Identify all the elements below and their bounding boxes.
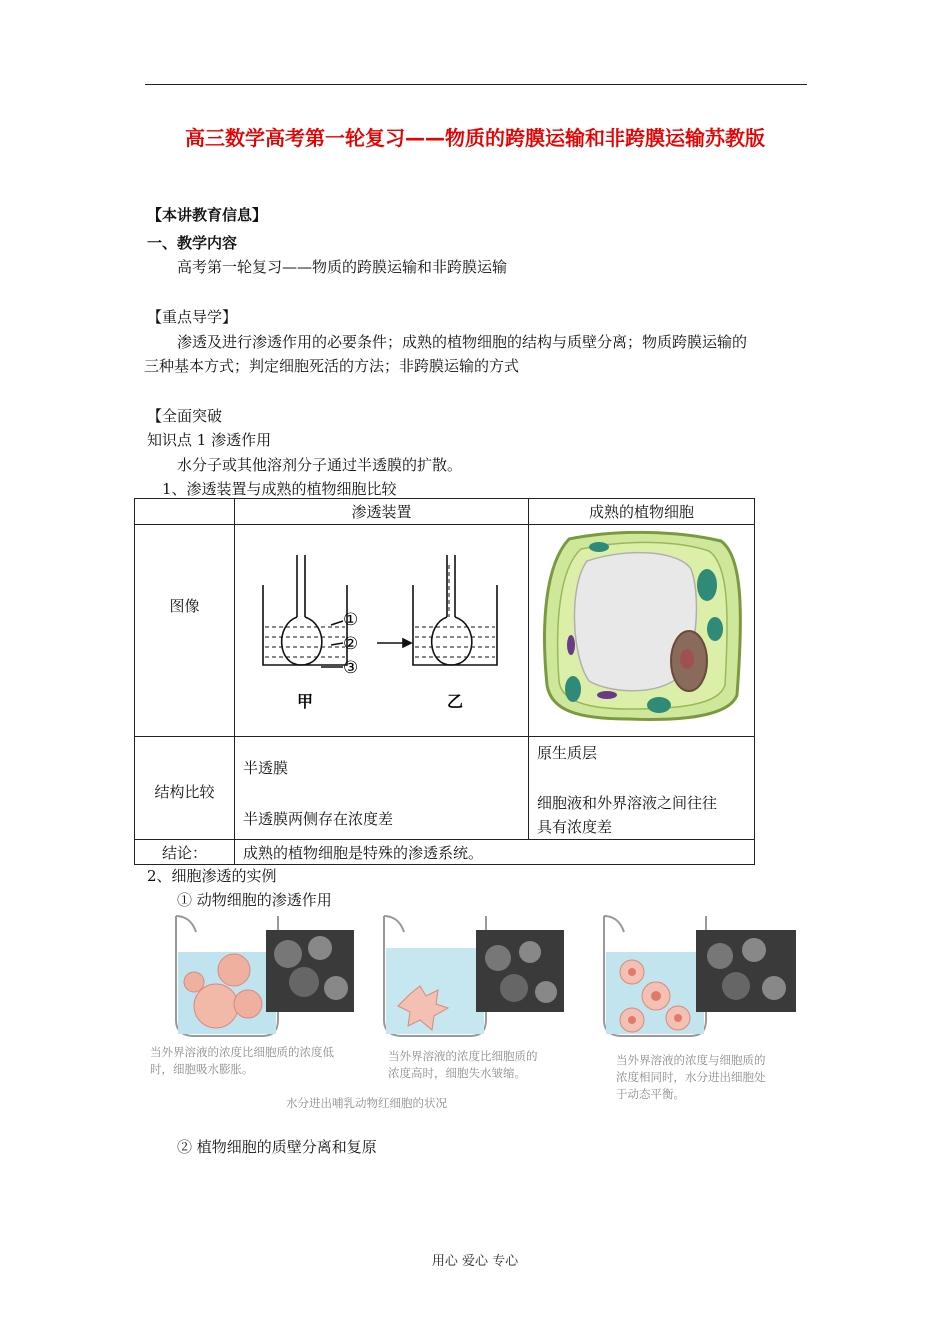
caption-2: 当外界溶液的浓度比细胞质的 浓度高时，细胞失水皱缩。 [388,1049,538,1080]
section1-heading: 一、教学内容 [147,234,238,252]
section1-body: 高考第一轮复习——物质的跨膜运输和非跨膜运输 [177,258,508,276]
beaker-hypotonic [176,916,278,1036]
label-jia: 甲 [297,692,314,711]
caption-3: 当外界溶液的浓度与细胞质的 浓度相同时，水分进出细胞处 于动态平衡。 [616,1053,766,1101]
sub2-heading: ② 植物细胞的质壁分离和复原 [177,1138,377,1156]
item2-heading: 2、细胞渗透的实例 [147,867,277,885]
page-title: 高三数学高考第一轮复习——物质的跨膜运输和非跨膜运输苏教版 [185,126,765,150]
header-cell: 成熟的植物细胞 [529,499,755,525]
row-conclusion-label: 结论： [135,840,235,865]
item1-heading: 1、渗透装置与成熟的植物细胞比较 [162,480,397,498]
row-image-label: 图像 [135,525,235,737]
cell-struct-2a: 细胞液和外界溶液之间往往 [537,794,718,812]
comparison-table [134,498,755,865]
conclusion-text: 成熟的植物细胞是特殊的渗透系统。 [235,840,755,865]
label-three: ③ [343,658,359,678]
page-footer: 用心 爱心 专心 [431,1254,519,1269]
beaker-isotonic [604,916,706,1036]
focus-heading: 【重点导学】 [147,308,238,326]
device-struct-2: 半透膜两侧存在浓度差 [243,810,394,828]
info-header: 【本讲教育信息】 [147,206,268,224]
sub1-heading: ① 动物细胞的渗透作用 [177,891,332,909]
cell-struct-cell [529,737,755,840]
osmosis-device-figure [235,525,529,732]
header-device: 渗透装置 [235,499,529,525]
label-one: ① [343,610,359,630]
device-struct-cell [235,737,529,840]
label-two: ② [343,634,359,654]
caption-1: 当外界溶液的浓度比细胞质的浓度低 时，细胞吸水膨胀。 [150,1045,334,1076]
focus-line1: 渗透及进行渗透作用的必要条件；成熟的植物细胞的结构与质壁分离；物质跨膜运输的 [177,333,748,351]
plant-cell-figure [529,525,755,732]
figure-caption: 水分进出哺乳动物红细胞的状况 [286,1096,447,1110]
focus-line2: 三种基本方式；判定细胞死活的方法；非跨膜运输的方式 [144,357,520,375]
rbc-osmosis-figure [170,908,804,1040]
row-struct-label: 结构比较 [135,737,235,840]
beaker-hypertonic [384,916,486,1036]
table-corner [135,499,235,525]
cell-struct-1: 原生质层 [537,744,598,762]
kp1-definition: 水分子或其他溶剂分子通过半透膜的扩散。 [177,456,463,474]
device-figure-cell [235,525,529,737]
label-yi: 乙 [447,692,464,711]
cell-struct-2b: 具有浓度差 [537,818,613,836]
header-rule [145,84,807,85]
knowledge-point-1: 知识点 1 渗透作用 [147,431,272,449]
device-struct-1: 半透膜 [243,759,289,777]
breakthrough-heading: 【全面突破 [147,407,223,425]
plant-cell-figure-cell [529,525,755,737]
